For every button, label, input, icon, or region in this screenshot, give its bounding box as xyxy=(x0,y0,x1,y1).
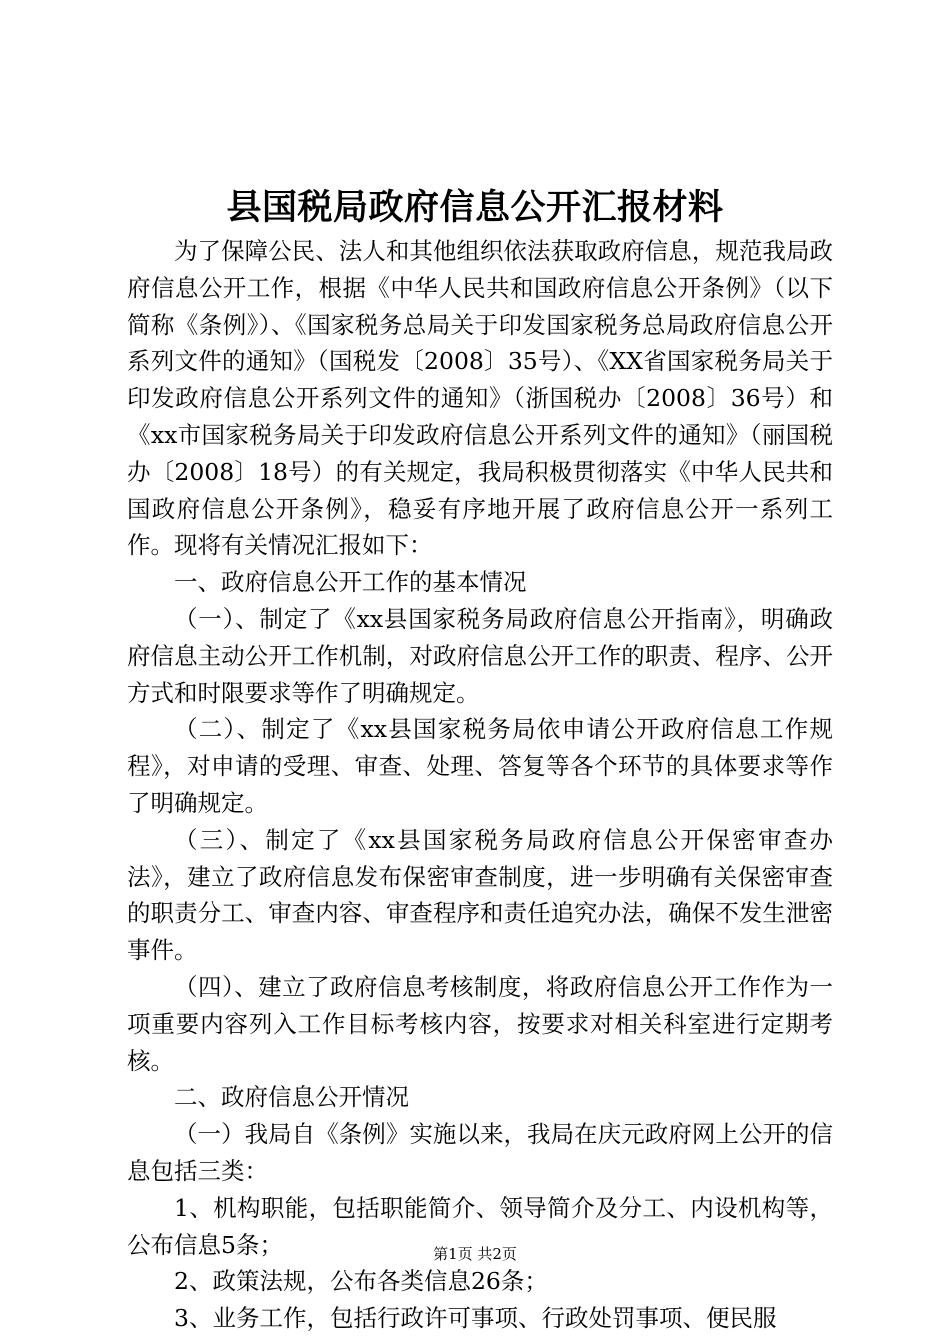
item-paragraph: （二）、制定了《xx县国家税务局依申请公开政府信息工作规程》，对申请的受理、审查、处理、答复等各个环节的具体要求等作了明确规定。 xyxy=(127,715,833,817)
page-number-footer: 第1页 共2页 xyxy=(433,1245,517,1263)
list-item: 1、机构职能，包括职能简介、领导简介及分工、内设机构等，公布信息5条； xyxy=(127,1193,833,1259)
section-heading-1: 一、政府信息公开工作的基本情况 xyxy=(174,568,527,597)
list-item: 2、政策法规，公布各类信息26条； xyxy=(174,1267,548,1296)
document-title: 县国税局政府信息公开汇报材料 xyxy=(226,187,724,228)
document-body xyxy=(127,233,833,1337)
section-heading-2: 二、政府信息公开情况 xyxy=(174,1083,409,1112)
list-item: 3、业务工作，包括行政许可事项、行政处罚事项、便民服 xyxy=(174,1304,777,1333)
item-paragraph: （一）、制定了《xx县国家税务局政府信息公开指南》，明确政府信息主动公开工作机制，对政府信息公开工作的职责、程序、公开方式和时限要求等作了明确规定。 xyxy=(127,604,833,707)
item-paragraph: （四）、建立了政府信息考核制度，将政府信息公开工作作为一项重要内容列入工作目标考核内容，按要求对相关科室进行定期考核。 xyxy=(127,972,833,1075)
item-paragraph: （一）我局自《条例》实施以来，我局在庆元政府网上公开的信息包括三类： xyxy=(127,1120,833,1185)
item-paragraph: （三）、制定了《xx县国家税务局政府信息公开保密审查办法》，建立了政府信息发布保密审查制度，进一步明确有关保密审查的职责分工、审查内容、审查程序和责任追究办法，确保不发生泄密事件。 xyxy=(127,825,833,965)
intro-paragraph: 为了保障公民、法人和其他组织依法获取政府信息，规范我局政府信息公开工作，根据《中华人民共和国政府信息公开条例》（以下简称《条例》）、《国家税务总局关于印发国家税务总局政府信息公开系列文件的通知》（国税发〔2008〕35号）、《XX省国家税务局关于印发政府信息公开系列文件的通知》（浙国税办〔2008〕36号）和《xx市国家税务局关于印发政府信息公开系列文件的通知》（丽国税办〔2008〕18号）的有关规定，我局积极贯彻落实《中华人民共和国政府信息公开条例》，稳妥有序地开展了政府信息公开一系列工作。现将有关情况汇报如下： xyxy=(127,237,833,560)
